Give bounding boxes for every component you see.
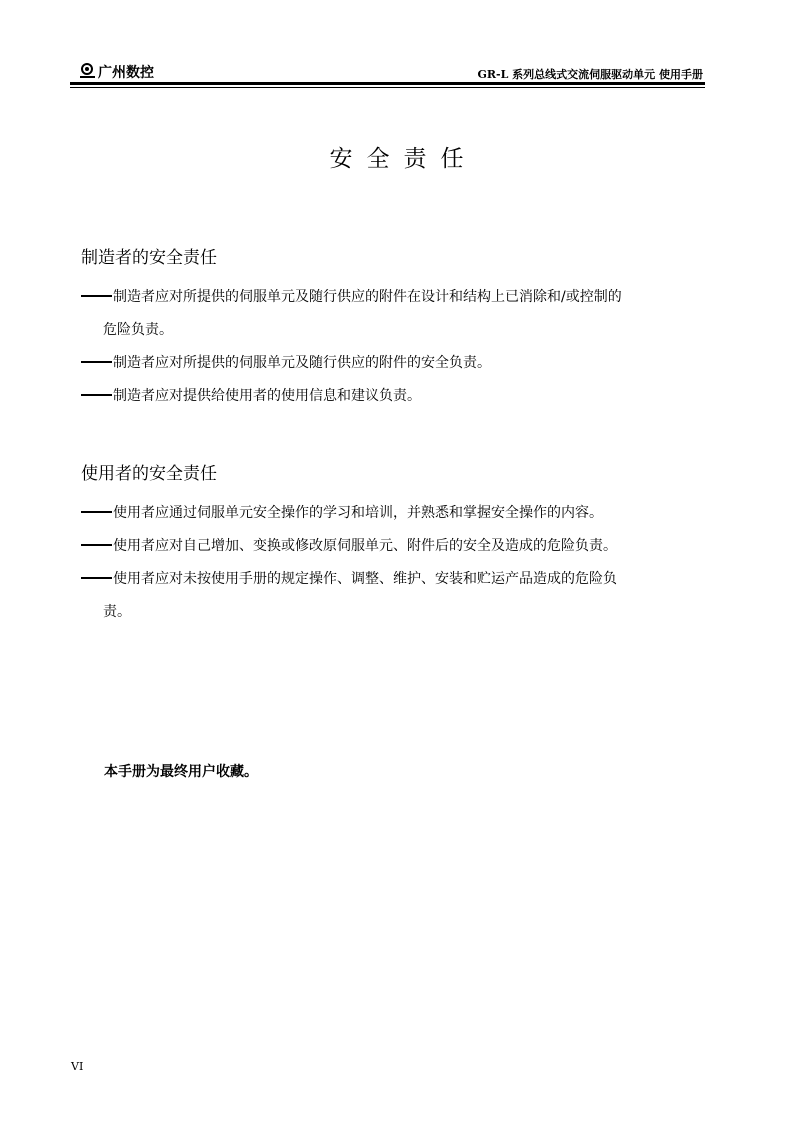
em-dash: [81, 577, 112, 579]
item-text: 使用者应通过伺服单元安全操作的学习和培训，并熟悉和掌握安全操作的内容。: [113, 505, 603, 521]
list-item: [81, 347, 701, 380]
page-number: VI: [71, 1060, 84, 1073]
header-rule-thin: [70, 87, 705, 88]
list-item-continuation: 责。: [103, 604, 131, 620]
header-rule-thick: [70, 82, 705, 85]
em-dash: [81, 511, 112, 513]
list-item: [81, 497, 701, 530]
list-item: [81, 530, 701, 563]
manufacturer-section: [81, 246, 701, 413]
manual-title: GR-L 系列总线式交流伺服驱动单元 使用手册: [477, 68, 703, 81]
item-text: 制造者应对所提供的伺服单元及随行供应的附件的安全负责。: [113, 355, 491, 371]
item-text: 制造者应对所提供的伺服单元及随行供应的附件在设计和结构上已消除和/或控制的: [113, 289, 622, 305]
page-title: 安全责任: [329, 146, 478, 172]
list-item: [81, 380, 701, 413]
list-item: [81, 281, 701, 314]
collection-note: 本手册为最终用户收藏。: [104, 764, 258, 780]
list-item: [81, 563, 701, 596]
em-dash: [81, 544, 112, 546]
em-dash: [81, 295, 112, 297]
item-text: 使用者应对未按使用手册的规定操作、调整、维护、安装和贮运产品造成的危险负: [113, 571, 617, 587]
list-item-continuation: 危险负责。: [103, 322, 173, 338]
em-dash: [81, 361, 112, 363]
user-section: [81, 462, 701, 629]
company-logo: [80, 62, 154, 82]
logo-text: 广州数控: [98, 65, 154, 81]
section-heading: 使用者的安全责任: [81, 464, 217, 484]
em-dash: [81, 394, 112, 396]
item-text: 制造者应对提供给使用者的使用信息和建议负责。: [113, 388, 421, 404]
item-text: 使用者应对自己增加、变换或修改原伺服单元、附件后的安全及造成的危险负责。: [113, 538, 617, 554]
section-heading: 制造者的安全责任: [81, 248, 217, 268]
logo-icon: [80, 63, 96, 81]
